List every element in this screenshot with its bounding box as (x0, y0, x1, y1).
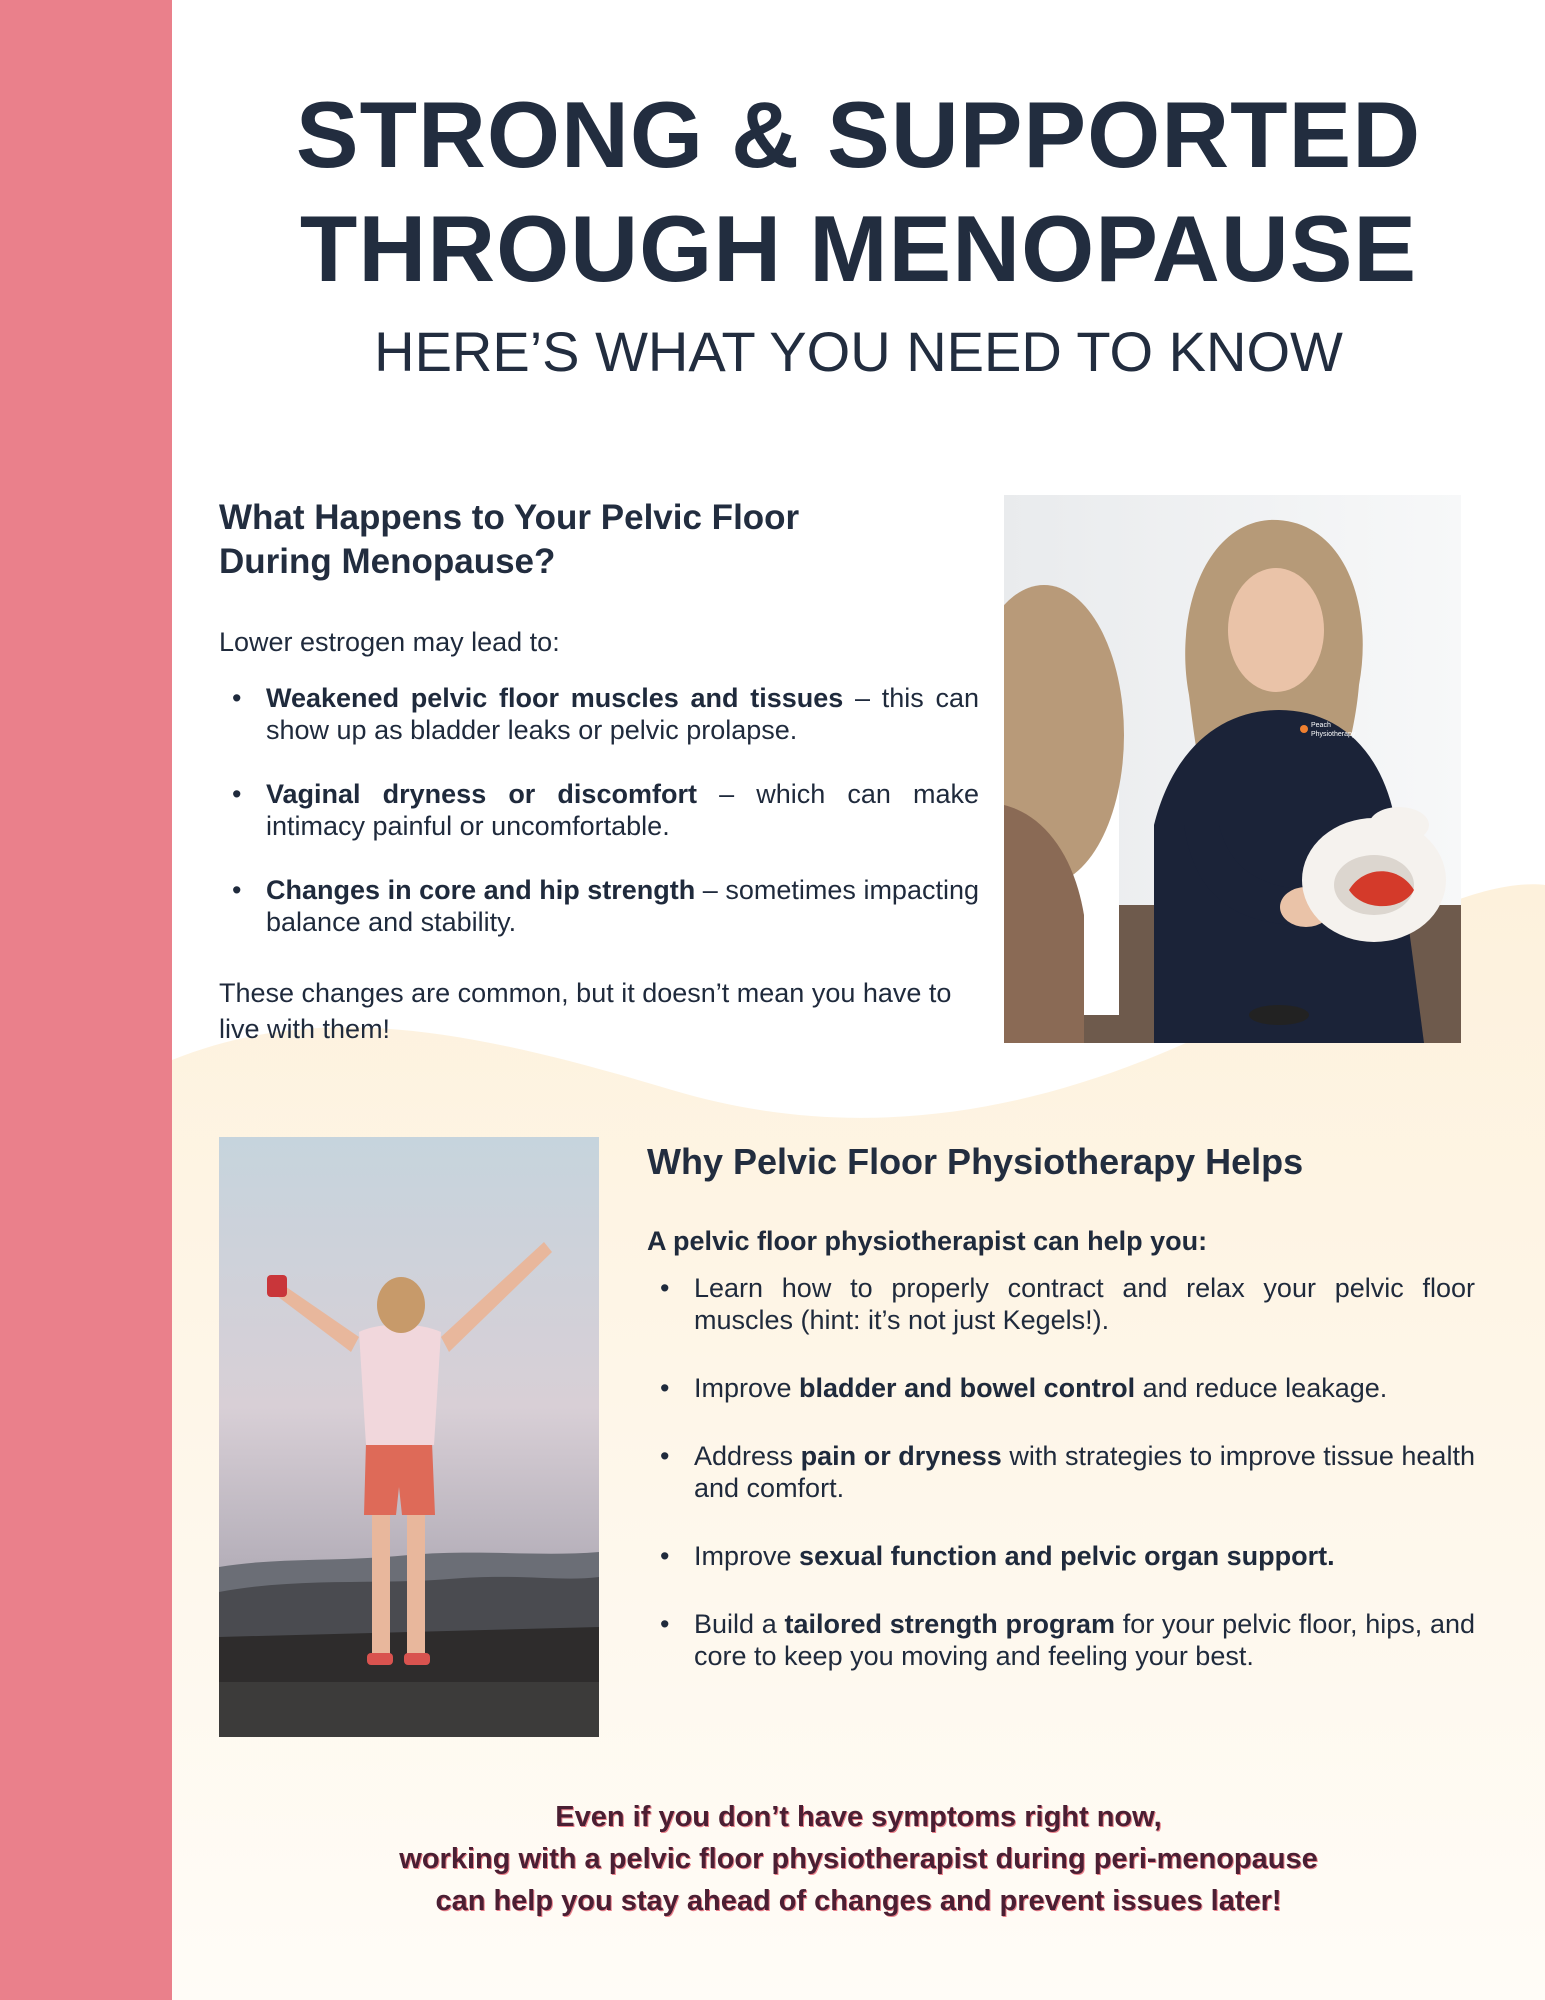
list-item (647, 1540, 1475, 1572)
bullet-icon: • (232, 779, 242, 809)
physiotherapist-photo (1004, 495, 1461, 1043)
bullet-text: for your pelvic floor, hips, and core to keep you moving and feeling your best. (694, 1609, 1475, 1671)
list-item (219, 778, 979, 842)
section1-intro: Lower estrogen may lead to: (219, 627, 560, 657)
section1-heading-line-2: During Menopause? (219, 542, 556, 581)
bullet-bold-text: bladder and bowel control (799, 1373, 1136, 1403)
bullet-text: – which can make intimacy painful or uncomfortable. (266, 779, 979, 841)
section2-bullet-list (647, 1272, 1475, 1708)
bullet-icon: • (660, 1609, 670, 1639)
section1-heading (219, 496, 919, 584)
bullet-bold-text: Vaginal dryness or discomfort (266, 779, 697, 809)
list-item (647, 1372, 1475, 1404)
bullet-icon: • (232, 683, 242, 713)
list-item (219, 874, 979, 938)
page-title (172, 78, 1545, 306)
list-item (647, 1272, 1475, 1336)
callout-line-3: can help you stay ahead of changes and prevent issues later! (435, 1885, 1282, 1917)
list-item (219, 682, 979, 746)
bullet-bold-text: sexual function and pelvic organ support. (799, 1541, 1335, 1571)
photo-logo-line-1: Peach (1311, 722, 1331, 729)
bullet-text: Improve (694, 1373, 800, 1403)
bullet-bold-text: Weakened pelvic floor muscles and tissues (266, 683, 844, 713)
bullet-icon: • (660, 1441, 670, 1471)
bullet-icon: • (660, 1541, 670, 1571)
sidebar-accent-bar (0, 0, 172, 2000)
callout-line-1: Even if you don’t have symptoms right now, (555, 1801, 1162, 1833)
bullet-icon: • (660, 1273, 670, 1303)
bullet-text: Build a (694, 1609, 785, 1639)
bullet-text: Improve (694, 1541, 800, 1571)
celebration-photo (219, 1137, 599, 1737)
section1-bullet-list (219, 682, 979, 970)
bullet-bold-text: pain or dryness (800, 1441, 1002, 1471)
bullet-icon: • (232, 875, 242, 905)
section2-intro: A pelvic floor physiotherapist can help you: (647, 1226, 1208, 1256)
bullet-text: with strategies to improve tissue health and comfort. (694, 1441, 1475, 1503)
bullet-text: Learn how to properly contract and relax your pelvic floor muscles (hint: it’s not just Kegels!). (694, 1273, 1475, 1335)
bullet-text: Address (694, 1441, 801, 1471)
title-line-2: THROUGH MENOPAUSE (299, 196, 1418, 301)
bullet-text: – sometimes impacting balance and stability. (266, 875, 979, 937)
section1-closing: These changes are common, but it doesn’t mean you have to live with them! (219, 978, 952, 1044)
bullet-text: and reduce leakage. (1135, 1373, 1388, 1403)
bullet-icon: • (660, 1373, 670, 1403)
bullet-bold-text: Changes in core and hip strength (266, 875, 696, 905)
title-line-1: STRONG & SUPPORTED (295, 82, 1422, 187)
bullet-bold-text: tailored strength program (784, 1609, 1115, 1639)
section2-heading: Why Pelvic Floor Physiotherapy Helps (647, 1141, 1304, 1182)
list-item (647, 1440, 1475, 1504)
callout-line-2: working with a pelvic floor physiotherapist during peri-menopause (399, 1843, 1318, 1875)
photo-logo-line-2: Physiotherapy (1311, 731, 1356, 738)
section1-heading-line-1: What Happens to Your Pelvic Floor (219, 498, 800, 537)
page-subtitle: HERE’S WHAT YOU NEED TO KNOW (374, 320, 1343, 383)
closing-callout (172, 1796, 1545, 1922)
bullet-text: – this can show up as bladder leaks or pelvic prolapse. (266, 683, 979, 745)
list-item (647, 1608, 1475, 1672)
